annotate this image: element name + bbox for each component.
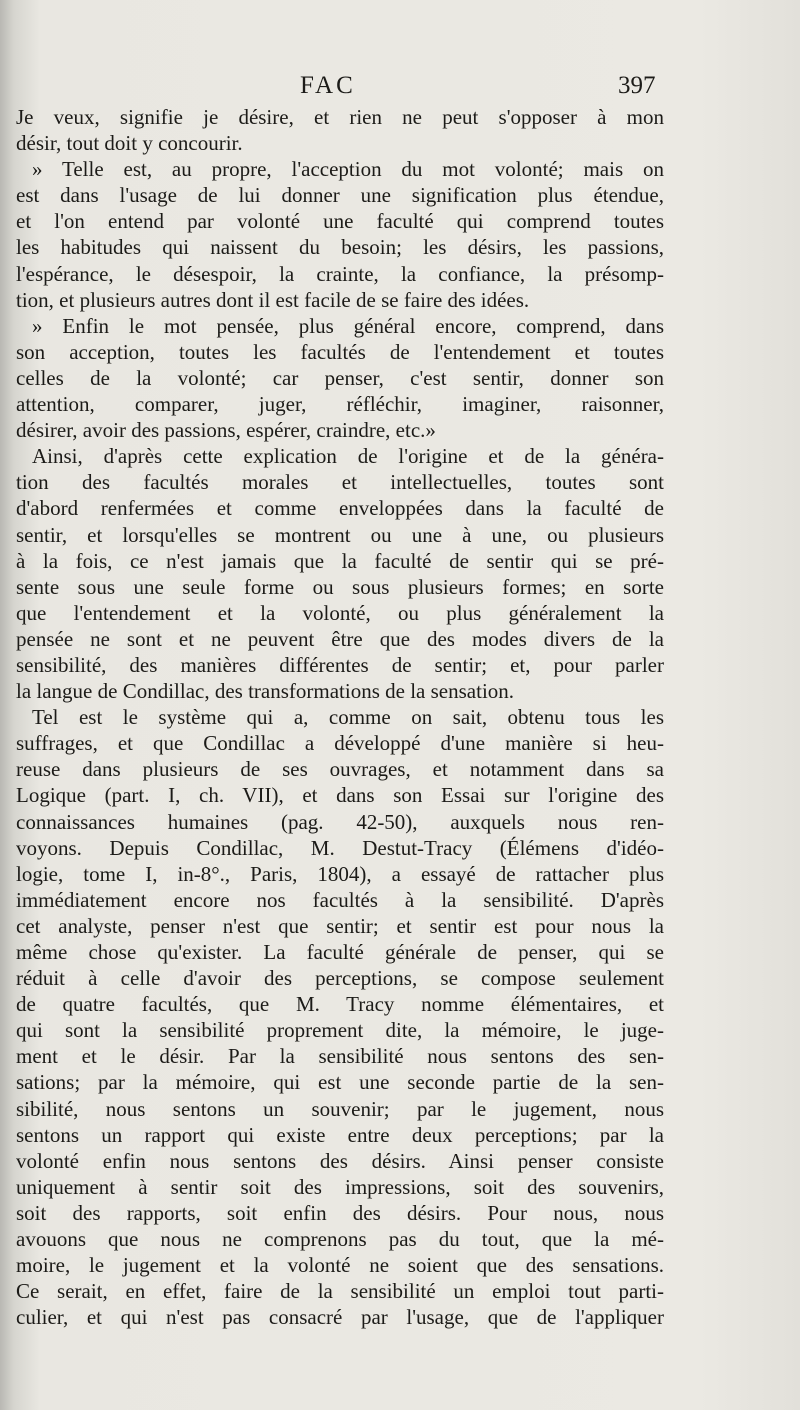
text-line: son acception, toutes les facultés de l'entendement et toutes [16, 339, 664, 364]
text-line: sensibilité, des manières différentes de sentir; et, pour parler [16, 652, 664, 677]
text-line: Tel est le système qui a, comme on sait, obtenu tous les [32, 705, 664, 730]
text-line: et l'on entend par volonté une faculté qui comprend toutes [16, 209, 664, 234]
text-line: celles de la volonté; car penser, c'est sentir, donner son [16, 365, 664, 390]
text-line: tion des facultés morales et intellectuelles, toutes sont [16, 470, 664, 495]
text-line: sentons un rapport qui existe entre deux perceptions; par la [16, 1122, 664, 1147]
text-line: ment et le désir. Par la sensibilité nous sentons des sen- [16, 1044, 664, 1069]
text-line: » Enfin le mot pensée, plus général encore, comprend, dans [32, 313, 664, 338]
text-line: connaissances humaines (pag. 42-50), auxquels nous ren- [16, 809, 664, 834]
text-line: sentir, et lorsqu'elles se montrent ou une à une, ou plusieurs [16, 522, 664, 547]
text-line: soit des rapports, soit enfin des désirs. Pour nous, nous [16, 1200, 664, 1225]
text-line: tion, et plusieurs autres dont il est facile de se faire des idées. [16, 287, 530, 312]
page-header [0, 72, 800, 106]
text-line: immédiatement encore nos facultés à la sensibilité. D'après [16, 887, 664, 912]
text-line: Ainsi, d'après cette explication de l'origine et de la généra- [32, 444, 664, 469]
text-line: sations; par la mémoire, qui est une seconde partie de la sen- [16, 1070, 664, 1095]
text-line: réduit à celle d'avoir des perceptions, se compose seulement [16, 966, 664, 991]
page-number: 397 [618, 72, 656, 99]
text-line: désir, tout doit y concourir. [16, 131, 243, 156]
running-head: FAC [300, 72, 356, 99]
text-line: d'abord renfermées et comme enveloppées dans la faculté de [16, 496, 664, 521]
text-line: cet analyste, penser n'est que sentir; et sentir est pour nous la [16, 913, 664, 938]
text-line: Ce serait, en effet, faire de la sensibilité un emploi tout parti- [16, 1279, 664, 1304]
text-line: reuse dans plusieurs de ses ouvrages, et notamment dans sa [16, 757, 664, 782]
text-line: qui sont la sensibilité proprement dite, la mémoire, le juge- [16, 1018, 664, 1043]
text-line: » Telle est, au propre, l'acception du mot volonté; mais on [32, 157, 664, 182]
text-line: est dans l'usage de lui donner une signification plus étendue, [16, 183, 664, 208]
text-line: sibilité, nous sentons un souvenir; par le jugement, nous [16, 1096, 664, 1121]
text-line: la langue de Condillac, des transformations de la sensation. [16, 679, 515, 704]
text-line: sente sous une seule forme ou sous plusieurs formes; en sorte [16, 574, 664, 599]
text-line: attention, comparer, juger, réfléchir, imaginer, raisonner, [16, 392, 664, 417]
text-line: que l'entendement et la volonté, ou plus généralement la [16, 600, 664, 625]
text-line: voyons. Depuis Condillac, M. Destut-Tracy (Élémens d'idéo- [16, 835, 664, 860]
text-line: culier, et qui n'est pas consacré par l'usage, que de l'appliquer [16, 1305, 664, 1330]
text-line: avouons que nous ne comprenons pas du tout, que la mé- [16, 1227, 664, 1252]
text-line: logie, tome I, in-8°., Paris, 1804), a essayé de rattacher plus [16, 861, 664, 886]
text-line: pensée ne sont et ne peuvent être que des modes divers de la [16, 626, 664, 651]
text-line: l'espérance, le désespoir, la crainte, la confiance, la présomp- [16, 261, 664, 286]
text-line: volonté enfin nous sentons des désirs. Ainsi penser consiste [16, 1148, 664, 1173]
text-line: les habitudes qui naissent du besoin; les désirs, les passions, [16, 235, 664, 260]
text-line: désirer, avoir des passions, espérer, craindre, etc.» [16, 418, 436, 443]
text-line: moire, le jugement et la volonté ne soient que des sensations. [16, 1253, 664, 1278]
text-line: Logique (part. I, ch. VII), et dans son Essai sur l'origine des [16, 783, 664, 808]
body-text [16, 104, 664, 1330]
text-line: suffrages, et que Condillac a développé d'une manière si heu- [16, 731, 664, 756]
text-line: de quatre facultés, que M. Tracy nomme élémentaires, et [16, 992, 664, 1017]
text-line: même chose qu'exister. La faculté générale de penser, qui se [16, 940, 664, 964]
text-line: uniquement à sentir soit des impressions, soit des souvenirs, [16, 1174, 664, 1199]
text-line: Je veux, signifie je désire, et rien ne peut s'opposer à mon [16, 105, 664, 129]
text-line: à la fois, ce n'est jamais que la faculté de sentir qui se pré- [16, 548, 664, 573]
